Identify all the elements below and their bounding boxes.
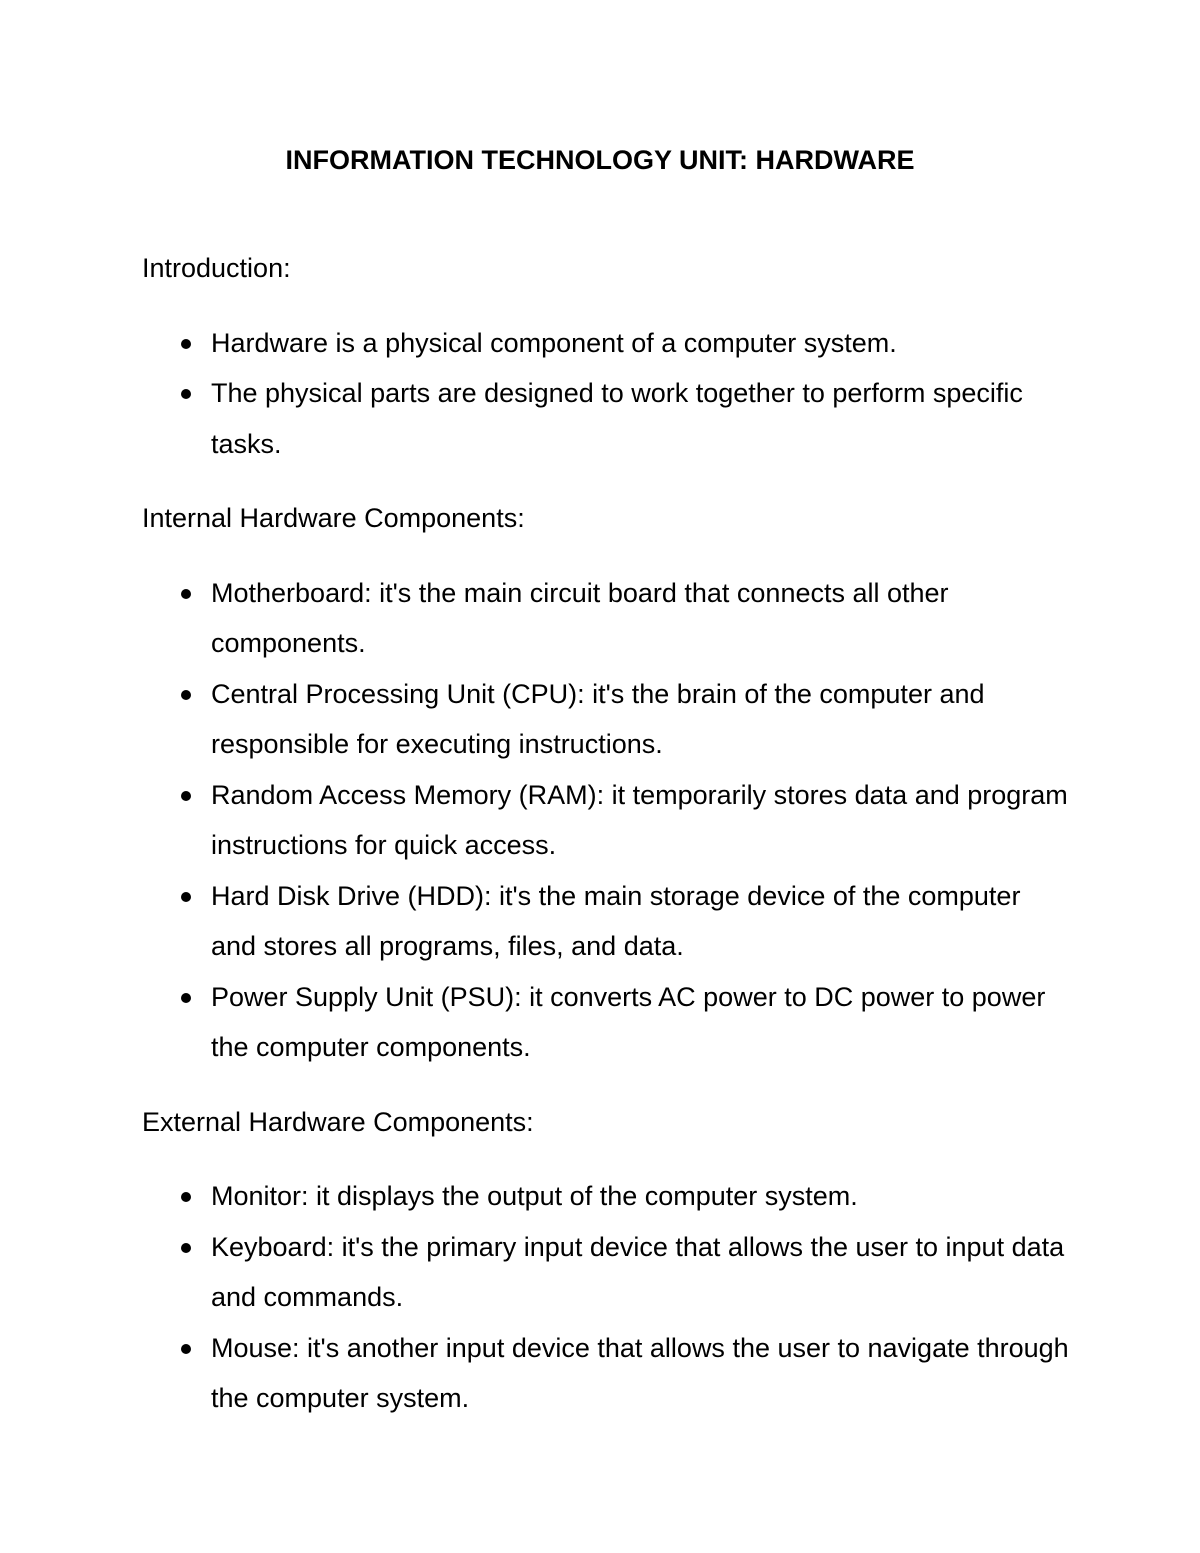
bullet-icon — [181, 589, 191, 599]
list-item — [142, 770, 1102, 871]
list-item — [142, 368, 1102, 469]
list-item-text: Keyboard: it's the primary input device that allows the user to input data and commands. — [211, 1231, 1065, 1312]
document-title: INFORMATION TECHNOLOGY UNIT: HARDWARE — [285, 145, 915, 175]
bullet-icon — [181, 690, 191, 700]
bullet-icon — [181, 1192, 191, 1202]
list-item-text: Mouse: it's another input device that allows the user to navigate through the computer system. — [211, 1332, 1069, 1413]
list-item-text: Random Access Memory (RAM): it temporarily stores data and program instructions for quick access. — [211, 779, 1068, 860]
section-heading: Internal Hardware Components: — [142, 503, 525, 533]
list-item — [142, 669, 1102, 770]
section-heading: Introduction: — [142, 253, 291, 283]
section-external-hardware — [142, 1097, 1102, 1424]
list-item — [142, 1323, 1102, 1424]
section-internal-hardware — [142, 493, 1102, 1073]
list-item — [142, 568, 1102, 669]
bullet-icon — [181, 389, 191, 399]
section-heading: External Hardware Components: — [142, 1106, 534, 1137]
list-item-text: The physical parts are designed to work together to perform specific tasks. — [211, 378, 1023, 459]
list-item-text: Monitor: it displays the output of the computer system. — [211, 1181, 858, 1211]
list-item — [142, 972, 1102, 1073]
list-item — [142, 871, 1102, 972]
bullet-icon — [181, 993, 191, 1003]
list-item — [142, 1171, 1102, 1222]
bullet-icon — [181, 1243, 191, 1253]
list-item-text: Hardware is a physical component of a computer system. — [211, 327, 897, 358]
bullet-list — [142, 1171, 1102, 1424]
document-content — [142, 243, 1102, 1448]
list-item — [142, 1222, 1102, 1323]
bullet-icon — [181, 339, 191, 349]
list-item-text: Hard Disk Drive (HDD): it's the main storage device of the computer and stores all programs, files, and data. — [211, 880, 1021, 961]
bullet-list — [142, 318, 1102, 470]
list-item-text: Power Supply Unit (PSU): it converts AC power to DC power to power the computer components. — [211, 981, 1046, 1062]
section-introduction — [142, 243, 1102, 469]
bullet-icon — [181, 791, 191, 801]
list-item — [142, 318, 1102, 369]
list-item-text: Central Processing Unit (CPU): it's the brain of the computer and responsible for executing instructions. — [211, 678, 985, 759]
list-item-text: Motherboard: it's the main circuit board that connects all other components. — [211, 577, 949, 658]
bullet-icon — [181, 1344, 191, 1354]
bullet-list — [142, 568, 1102, 1073]
bullet-icon — [181, 892, 191, 902]
